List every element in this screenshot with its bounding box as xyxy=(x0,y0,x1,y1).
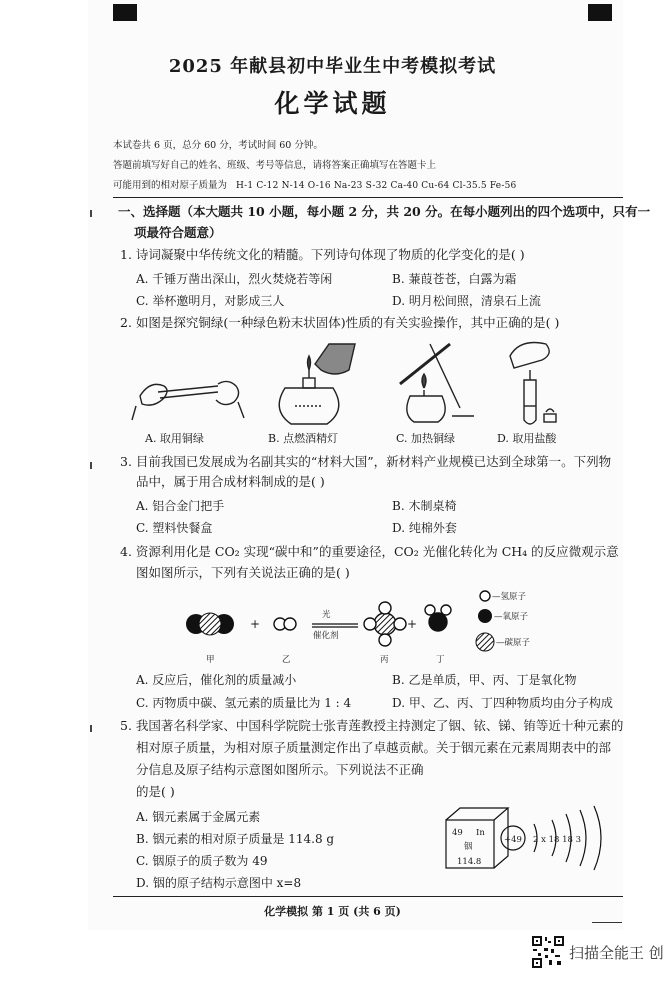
q5-stem-line2: 相对原子质量，为相对原子质量测定作出了卓越贡献。关于铟元素在元素周期表中的部 xyxy=(136,740,612,755)
indium-nucleus-charge: +49 xyxy=(504,835,522,845)
section-heading: 一、选择题（本大题共 10 小题，每小题 2 分，共 20 分。在每小题列出的四个选项中，只有一 xyxy=(118,204,651,219)
section-top-rule xyxy=(113,197,623,198)
q2-apparatus-figure xyxy=(130,336,570,432)
q5-stem-line4: 的是( ) xyxy=(136,784,175,799)
q3-option-b: B. 木制桌椅 xyxy=(392,499,457,513)
indium-atomic-number: 49 xyxy=(452,828,463,838)
legend-hydrogen-icon xyxy=(480,591,490,601)
q2-stem: 2. 如图是探究铜绿(一种绿色粉末状固体)性质的有关实验操作，其中正确的是( ) xyxy=(120,315,560,330)
section-bottom-rule xyxy=(113,896,623,897)
scanner-watermark: 扫描全能王 创 xyxy=(569,944,664,962)
label-bing: 丙 xyxy=(380,655,389,665)
reaction-arrow-icon xyxy=(312,624,358,627)
indium-shell-electrons: 2 x 18 18 3 xyxy=(533,835,582,845)
info-line-atomic-masses xyxy=(113,177,516,191)
corner-marker-right xyxy=(588,4,612,21)
q5-option-d: D. 铟的原子结构示意图中 x=8 xyxy=(136,876,302,890)
label-jia: 甲 xyxy=(206,655,215,665)
q5-option-a: A. 铟元素属于金属元素 xyxy=(136,810,261,824)
info-line-instructions: 答题前填写好自己的姓名、班级、考号等信息，请将答案正确填写在答题卡上 xyxy=(113,160,437,171)
heating-test-tube-icon xyxy=(400,344,474,422)
margin-tick xyxy=(90,462,92,469)
q3-option-c: C. 塑料快餐盒 xyxy=(136,521,213,535)
exam-title: 2025 年献县初中毕业生中考模拟考试 xyxy=(168,56,497,77)
co2-molecule-icon xyxy=(186,613,234,635)
atomic-mass-list: H-1 C-12 N-14 O-16 Na-23 S-32 Ca-40 Cu-64 Cl-35.5 Fe-56 xyxy=(236,181,517,191)
arrow-condition-catalyst: 催化剂 xyxy=(313,631,339,641)
q3-option-d: D. 纯棉外套 xyxy=(392,521,457,535)
plus-sign: + xyxy=(407,617,418,631)
legend-hydrogen-label: —氢原子 xyxy=(492,592,527,602)
corner-marker-left xyxy=(113,4,137,21)
legend-carbon-icon xyxy=(476,633,494,651)
q2-option-a: A. 取用铜绿 xyxy=(145,432,204,445)
q2-option-d: D. 取用盐酸 xyxy=(497,432,557,445)
q5-stem-line1: 5. 我国著名科学家、中国科学院院士张青莲教授主持测定了铟、铱、锑、铕等近十种元素的 xyxy=(120,718,624,733)
label-yi: 乙 xyxy=(282,655,291,665)
q4-stem-line2: 图如图所示，下列有关说法正确的是( ) xyxy=(136,565,350,580)
bottom-band xyxy=(0,930,665,1004)
q3-stem-line1: 3. 目前我国已发展成为名副其实的“材料大国”，新材料产业规模已达到全球第一。下列物 xyxy=(120,454,612,469)
q2-option-c: C. 加热铜绿 xyxy=(396,432,456,445)
pouring-acid-icon xyxy=(510,343,556,425)
arrow-condition-light: 光 xyxy=(322,610,331,620)
q5-stem-line3: 分信息及原子结构示意图如图所示。下列说法不正确 xyxy=(136,762,424,777)
alcohol-lamp-icon xyxy=(279,344,355,424)
legend-oxygen-label: —氧原子 xyxy=(494,612,529,622)
indium-name: 铟 xyxy=(464,842,473,852)
q1-option-d: D. 明月松间照，清泉石上流 xyxy=(392,294,541,308)
q4-reaction-diagram xyxy=(180,586,620,666)
q1-option-b: B. 蒹葭苍苍，白露为霜 xyxy=(392,272,517,286)
margin-tick xyxy=(90,725,92,732)
qr-code-icon xyxy=(531,935,565,969)
q4-option-a: A. 反应后，催化剂的质量减小 xyxy=(136,673,297,687)
margin-tick xyxy=(90,210,92,217)
q1-option-c: C. 举杯邀明月，对影成三人 xyxy=(136,294,285,308)
indium-mass: 114.8 xyxy=(457,857,482,867)
legend-oxygen-icon xyxy=(478,609,492,623)
plus-sign: + xyxy=(250,617,261,631)
q1-option-a: A. 千锤万凿出深山，烈火焚烧若等闲 xyxy=(136,272,333,286)
atomic-mass-label: 可能用到的相对原子质量为 xyxy=(113,180,228,191)
legend-carbon-label: —碳原子 xyxy=(496,638,531,648)
page-footer: 化学模拟 第 1 页 (共 6 页) xyxy=(264,905,401,918)
q3-option-a: A. 铝合金门把手 xyxy=(136,499,225,513)
h2o-molecule-icon xyxy=(425,605,451,631)
q4-stem-line1: 4. 资源利用化是 CO₂ 实现“碳中和”的重要途径，CO₂ 光催化转化为 CH₄ 的反应微观示意 xyxy=(120,544,619,559)
indium-symbol: In xyxy=(476,828,485,838)
q3-stem-line2: 品中，属于用合成材料制成的是( ) xyxy=(136,474,325,489)
q1-stem: 1. 诗词凝聚中华传统文化的精髓。下列诗句体现了物质的化学变化的是( ) xyxy=(120,247,525,262)
q4-option-c: C. 丙物质中碳、氢元素的质量比为 1 : 4 xyxy=(136,696,352,710)
q4-option-d: D. 甲、乙、丙、丁四种物质均由分子构成 xyxy=(392,696,613,710)
q4-option-b: B. 乙是单质，甲、丙、丁是氧化物 xyxy=(392,673,577,687)
q2-option-b: B. 点燃酒精灯 xyxy=(268,432,339,445)
section-heading-cont: 项最符合题意） xyxy=(134,225,222,240)
h2-molecule-icon xyxy=(274,618,296,630)
ch4-molecule-icon xyxy=(364,602,406,646)
info-line-pages: 本试卷共 6 页，总分 60 分，考试时间 60 分钟。 xyxy=(113,140,323,151)
label-ding: 丁 xyxy=(436,655,445,665)
q5-option-c: C. 铟原子的质子数为 49 xyxy=(136,854,268,868)
footer-rule xyxy=(592,922,622,923)
hand-paper-trough-icon xyxy=(132,381,244,420)
q5-option-b: B. 铟元素的相对原子质量是 114.8 g xyxy=(136,832,335,846)
exam-subject: 化学试题 xyxy=(274,89,391,118)
